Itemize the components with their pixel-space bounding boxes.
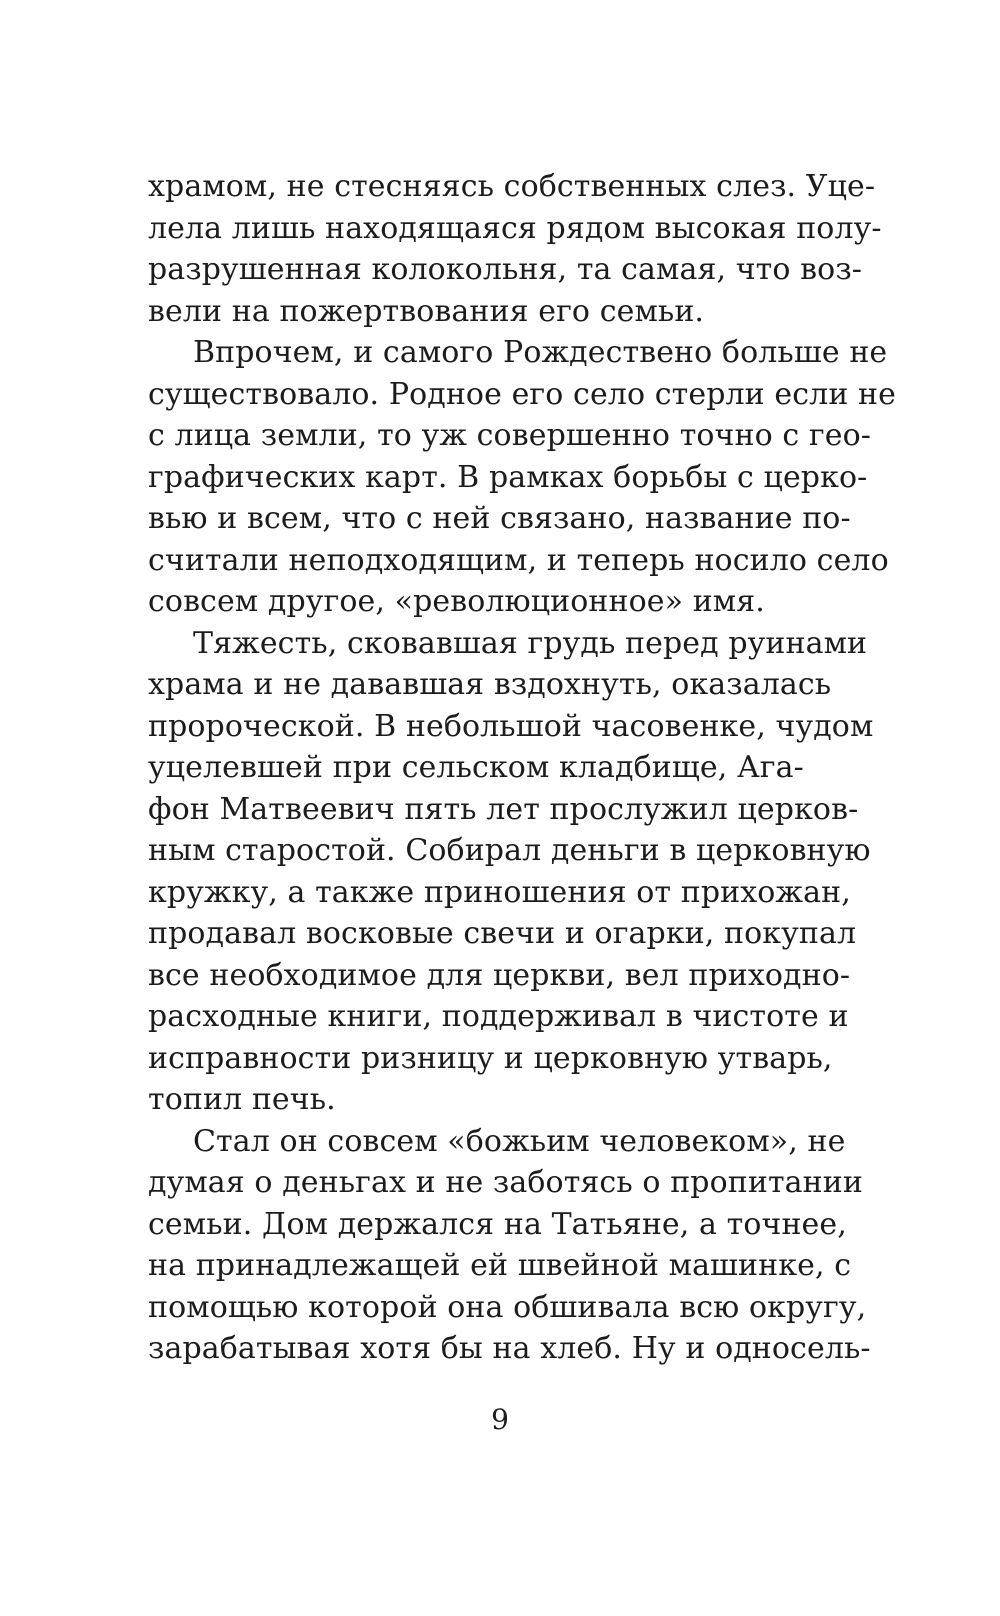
text-line: помощью которой она обшивала всю округу, bbox=[148, 1289, 867, 1325]
paragraph-3 bbox=[148, 623, 874, 1121]
text-line: графических карт. В рамках борьбы с церко- bbox=[148, 459, 868, 495]
text-line: исправности ризницу и церковную утварь, bbox=[148, 1040, 833, 1076]
body-text bbox=[148, 166, 896, 1370]
text-line: кружку, а также приношения от прихожан, bbox=[148, 874, 851, 910]
text-line: уцелевшей при сельском кладбище, Ага- bbox=[148, 750, 804, 785]
paragraph-4 bbox=[148, 1121, 871, 1370]
text-line: топил печь. bbox=[148, 1082, 336, 1117]
text-line: ным старостой. Собирал деньги в церковную bbox=[148, 833, 871, 868]
text-line: существовало. Родное его село стерли если не bbox=[148, 376, 896, 412]
text-line: фон Матвеевич пять лет прослужил церков- bbox=[148, 791, 859, 827]
text-line: Стал он совсем «божьим человеком», не bbox=[193, 1123, 846, 1159]
text-line: храма и не дававшая вздохнуть, оказалась bbox=[148, 667, 832, 702]
text-line: Тяжесть, сковавшая грудь перед руинами bbox=[193, 625, 868, 661]
text-line: все необходимое для церкви, вел приходно- bbox=[148, 957, 851, 993]
text-line: расходные книги, поддерживал в чистоте и bbox=[148, 999, 849, 1034]
text-line: совсем другое, «революционное» имя. bbox=[148, 584, 765, 619]
text-line: с лица земли, то уж совершенно точно с гео- bbox=[148, 418, 871, 453]
text-line: лела лишь находящаяся рядом высокая полу- bbox=[148, 210, 882, 246]
text-line: считали неподходящим, и теперь носило село bbox=[148, 542, 889, 578]
text-line: семьи. Дом держался на Татьяне, а точнее, bbox=[148, 1206, 847, 1242]
text-line: Впрочем, и самого Рождествено больше не bbox=[193, 335, 888, 370]
text-line: разрушенная колокольня, та самая, что воз- bbox=[148, 252, 863, 287]
text-line: храмом, не стесняясь собственных слез. Уце- bbox=[148, 169, 876, 204]
paragraph-1 bbox=[148, 166, 882, 332]
text-line: зарабатывая хотя бы на хлеб. Ну и односель- bbox=[148, 1331, 871, 1366]
text-line: думая о деньгах и не заботясь о пропитании bbox=[148, 1165, 863, 1200]
text-line: на принадлежащей ей швейной машинке, с bbox=[148, 1248, 852, 1283]
paragraph-2 bbox=[148, 332, 896, 623]
text-line: вью и всем, что с ней связано, название по- bbox=[148, 501, 851, 536]
page-number: 9 bbox=[491, 1403, 509, 1436]
text-line: вели на пожертвования его семьи. bbox=[148, 293, 705, 329]
text-line: продавал восковые свечи и огарки, покупал bbox=[148, 916, 857, 951]
text-line: пророческой. В небольшой часовенке, чудом bbox=[148, 708, 874, 744]
